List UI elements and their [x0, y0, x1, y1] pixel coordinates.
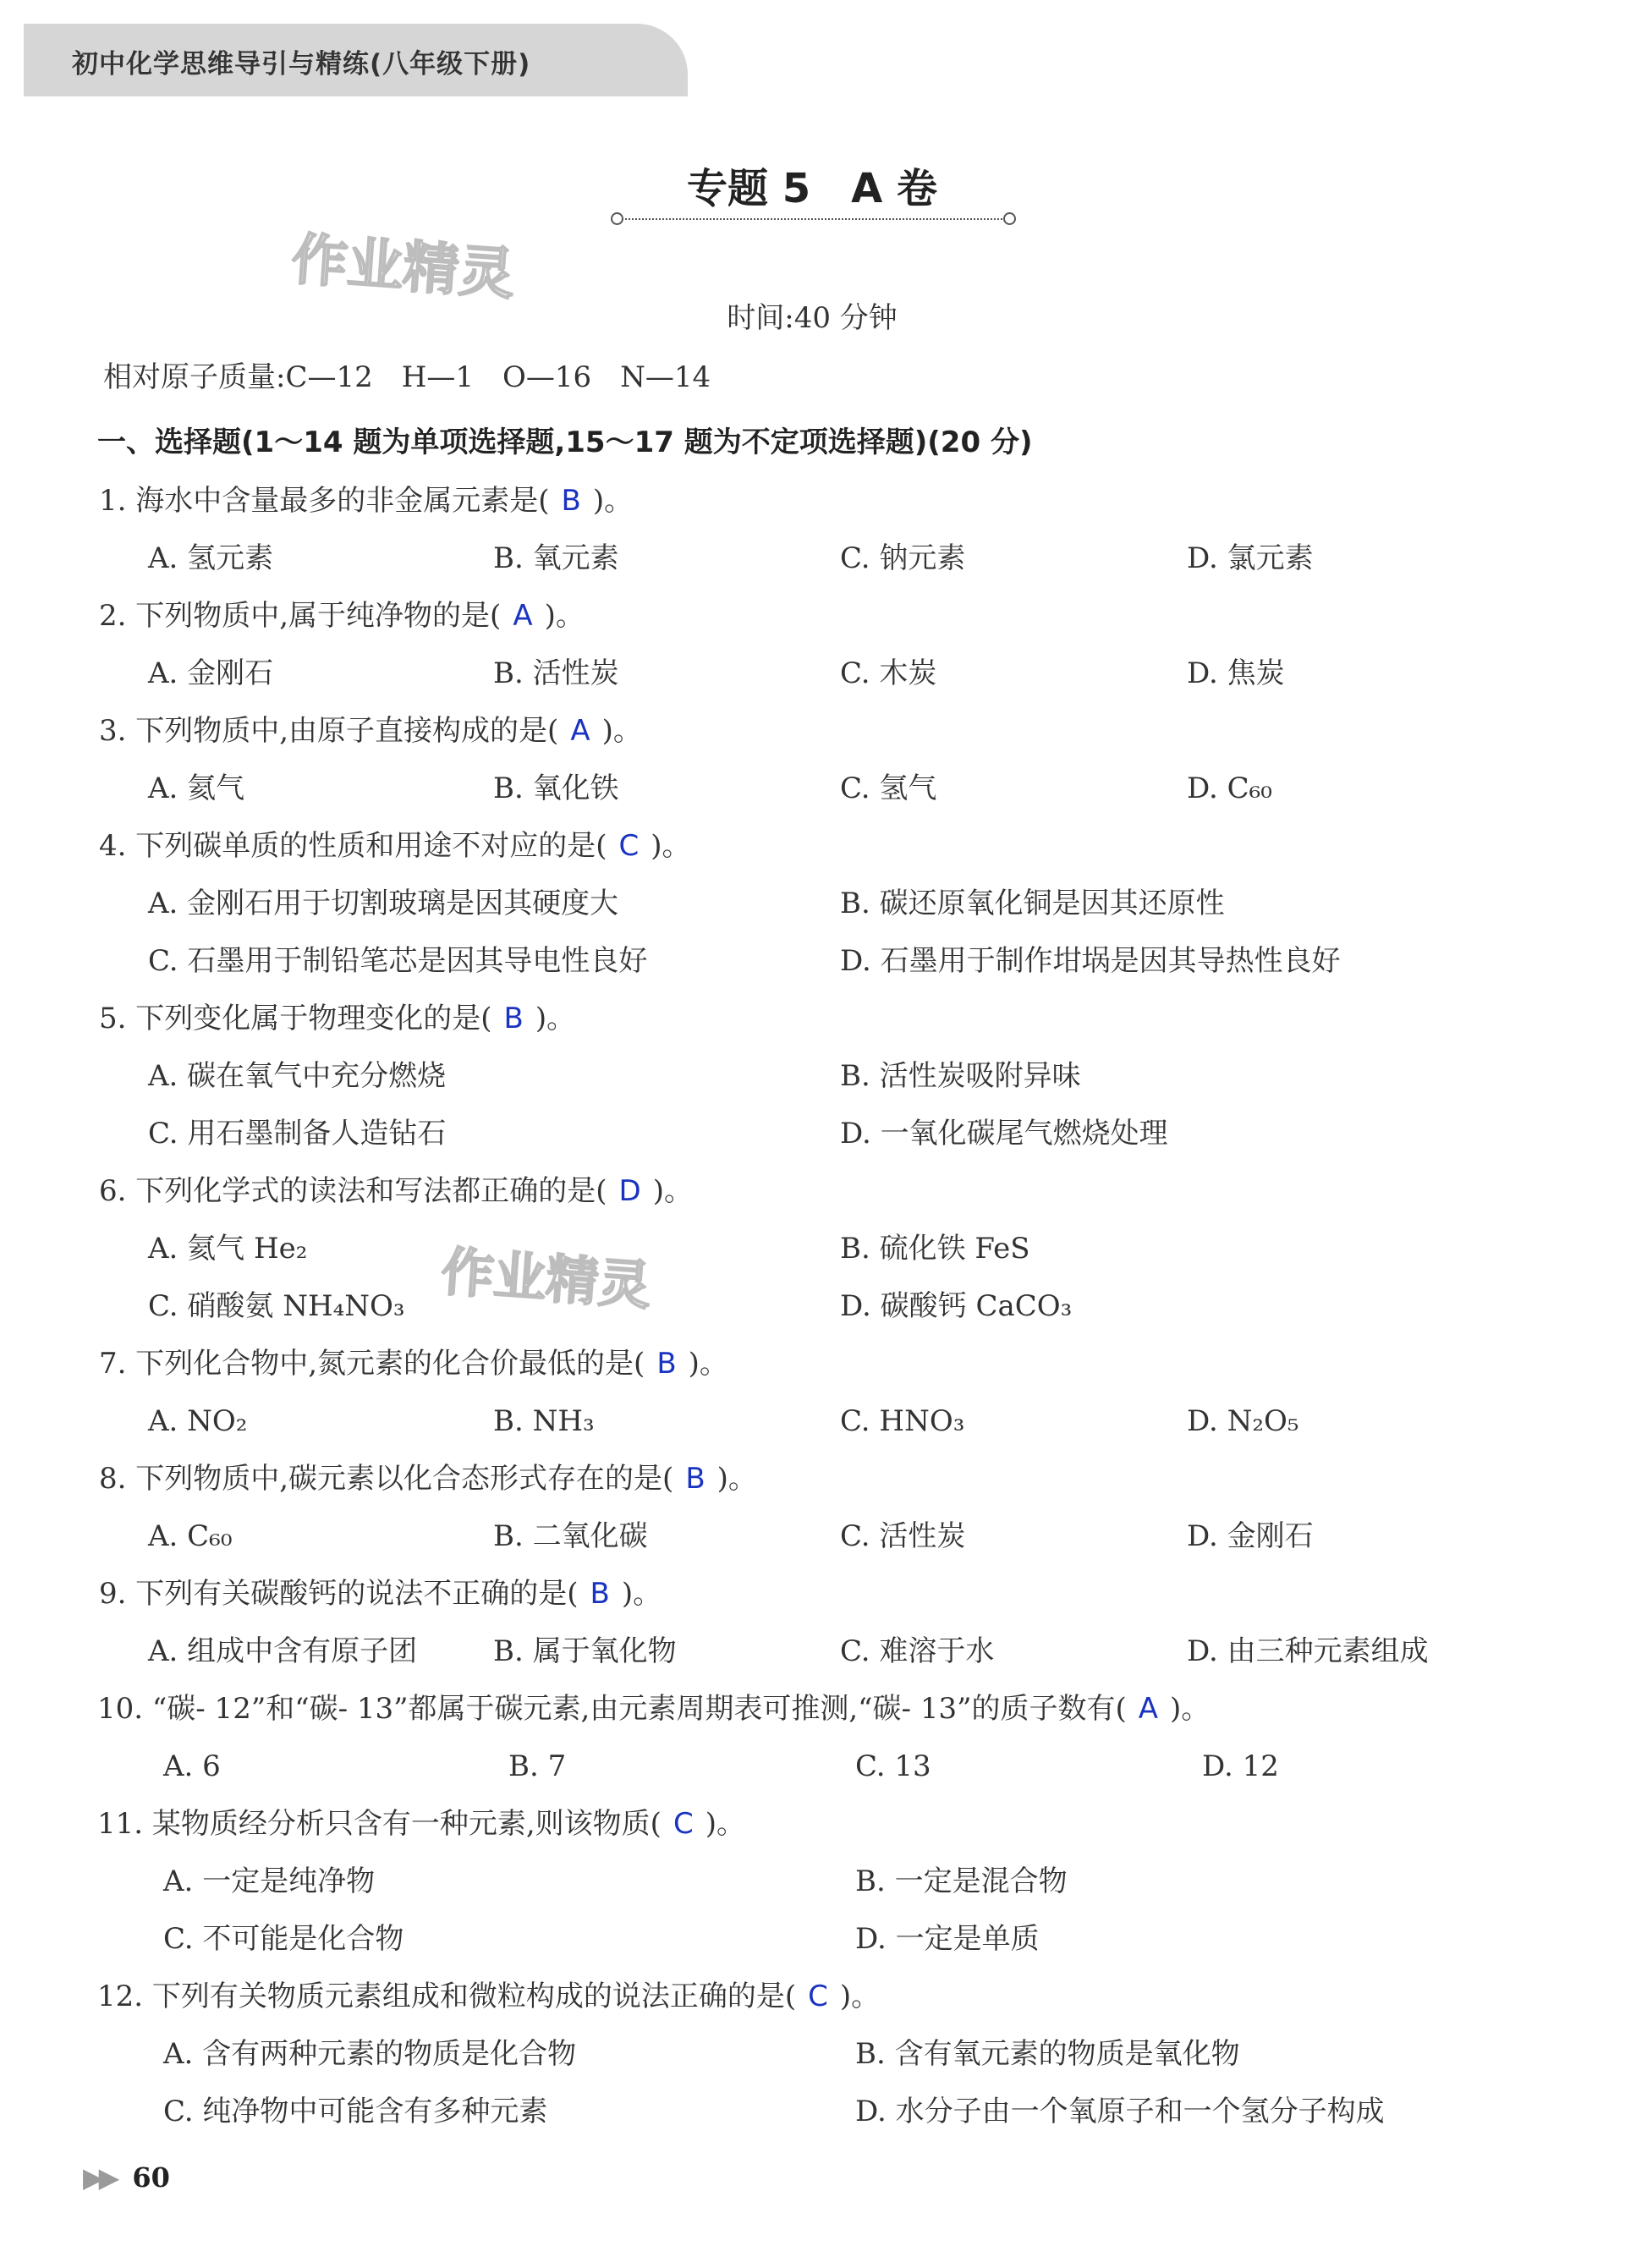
option-item: B. 氧化铁: [493, 772, 619, 805]
answer-mark: C: [618, 829, 640, 863]
watermark: 作业精灵: [289, 226, 517, 308]
question-text-end: )。: [544, 599, 585, 633]
option-item: D. N₂O₅: [1187, 1404, 1299, 1438]
question-text: 3. 下列物质中,由原子直接构成的是(: [99, 714, 559, 748]
question-text-end: )。: [839, 1980, 881, 2013]
option-item: B. 活性炭: [493, 656, 619, 690]
question-stem: [99, 827, 691, 865]
atomic-masses: 相对原子质量:C—12 H—1 O—16 N—14: [103, 360, 711, 394]
option-item: B. 属于氧化物: [493, 1634, 677, 1668]
question-text-end: )。: [705, 1807, 745, 1841]
question-text: 2. 下列物质中,属于纯净物的是(: [99, 599, 502, 633]
answer-mark: A: [570, 714, 590, 748]
option-item: D. 氯元素: [1187, 541, 1314, 575]
option-item: D. 水分子由一个氧原子和一个氢分子构成: [855, 2095, 1385, 2128]
question-stem: [99, 1575, 662, 1612]
option-item: C. 不可能是化合物: [163, 1922, 404, 1956]
question-text: 8. 下列物质中,碳元素以化合态形式存在的是(: [99, 1462, 674, 1496]
option-item: A. 氢元素: [148, 541, 274, 575]
question-stem: [97, 1978, 880, 2015]
page-number: 60: [132, 2161, 170, 2194]
option-item: A. 金刚石用于切割玻璃是因其硬度大: [148, 887, 619, 920]
option-item: D. 一定是单质: [855, 1922, 1040, 1956]
option-item: C. 纯净物中可能含有多种元素: [163, 2095, 548, 2128]
option-item: A. 氦气: [148, 772, 245, 805]
option-item: B. 碳还原氧化铜是因其还原性: [840, 887, 1225, 920]
answer-mark: A: [1138, 1692, 1158, 1726]
underline-left-dot: [611, 212, 623, 225]
question-text: 1. 海水中含量最多的非金属元素是(: [99, 484, 550, 518]
question-text-end: )。: [716, 1462, 757, 1496]
answer-mark: A: [513, 599, 533, 633]
option-item: D. 焦炭: [1187, 656, 1285, 690]
option-item: A. C₆₀: [148, 1519, 233, 1553]
question-stem: [99, 1000, 575, 1037]
question-stem: [99, 712, 642, 750]
question-stem: [97, 1690, 1210, 1727]
answer-mark: B: [685, 1462, 705, 1496]
option-item: A. 含有两种元素的物质是化合物: [163, 2037, 577, 2071]
option-item: B. NH₃: [493, 1404, 595, 1438]
option-item: C. 钠元素: [840, 541, 966, 575]
option-item: A. 组成中含有原子团: [148, 1634, 418, 1668]
option-item: C. 难溶于水: [840, 1634, 995, 1668]
option-item: A. 一定是纯净物: [163, 1864, 376, 1898]
question-text-end: )。: [1170, 1692, 1211, 1726]
option-item: A. 碳在氧气中充分燃烧: [148, 1059, 447, 1093]
time-limit: 时间:40 分钟: [727, 301, 898, 335]
question-stem: [99, 1345, 728, 1382]
option-item: D. 由三种元素组成: [1187, 1634, 1429, 1668]
question-text: 11. 某物质经分析只含有一种元素,则该物质(: [97, 1807, 662, 1841]
option-item: A. 金刚石: [148, 656, 274, 690]
option-item: C. 硝酸氨 NH₄NO₃: [148, 1289, 405, 1323]
option-item: A. NO₂: [148, 1404, 248, 1438]
question-text: 10. “碳- 12”和“碳- 13”都属于碳元素,由元素周期表可推测,“碳- 13”的质子数有(: [97, 1692, 1127, 1726]
watermark: 作业精灵: [439, 1240, 653, 1317]
option-item: C. 用石墨制备人造钻石: [148, 1117, 447, 1150]
question-text-end: )。: [651, 829, 691, 863]
option-item: C. 木炭: [840, 656, 937, 690]
page-title: 专题 5 A 卷: [687, 165, 937, 212]
answer-mark: B: [561, 484, 581, 518]
option-item: A. 6: [163, 1749, 221, 1783]
option-item: B. 氧元素: [493, 541, 619, 575]
option-item: C. 氢气: [840, 772, 937, 805]
option-item: C. 活性炭: [840, 1519, 966, 1553]
option-item: C. HNO₃: [840, 1404, 965, 1438]
question-text: 6. 下列化学式的读法和写法都正确的是(: [99, 1174, 607, 1208]
answer-mark: C: [673, 1807, 694, 1841]
option-item: D. 石墨用于制作坩埚是因其导热性良好: [840, 944, 1341, 978]
book-title: 初中化学思维导引与精练(八年级下册): [72, 49, 531, 80]
question-text-end: )。: [621, 1577, 662, 1611]
answer-mark: D: [618, 1174, 641, 1208]
question-text: 9. 下列有关碳酸钙的说法不正确的是(: [99, 1577, 579, 1611]
answer-mark: C: [808, 1980, 828, 2013]
option-item: C. 石墨用于制铅笔芯是因其导电性良好: [148, 944, 648, 978]
question-stem: [97, 1805, 745, 1842]
answer-mark: B: [503, 1002, 524, 1035]
option-item: B. 硫化铁 FeS: [840, 1232, 1030, 1266]
option-item: D. 碳酸钙 CaCO₃: [840, 1289, 1073, 1323]
question-stem: [99, 1172, 693, 1210]
question-stem: [99, 1460, 757, 1497]
question-text-end: )。: [592, 484, 634, 518]
question-text: 7. 下列化合物中,氮元素的化合价最低的是(: [99, 1347, 645, 1381]
option-item: B. 活性炭吸附异味: [840, 1059, 1081, 1093]
question-text-end: )。: [601, 714, 642, 748]
question-text-end: )。: [652, 1174, 693, 1208]
question-stem: [99, 597, 585, 634]
title-underline: [619, 218, 1008, 220]
option-item: A. 氦气 He₂: [148, 1232, 308, 1266]
section-title: 一、选择题(1～14 题为单项选择题,15～17 题为不定项选择题)(20 分): [97, 426, 1033, 459]
option-item: B. 二氧化碳: [493, 1519, 648, 1553]
question-text-end: )。: [688, 1347, 728, 1381]
question-text: 4. 下列碳单质的性质和用途不对应的是(: [99, 829, 607, 863]
option-item: D. 12: [1202, 1749, 1279, 1783]
option-item: B. 一定是混合物: [855, 1864, 1068, 1898]
double-arrow-icon: ▶▶: [83, 2161, 115, 2194]
question-text: 5. 下列变化属于物理变化的是(: [99, 1002, 492, 1035]
option-item: B. 含有氧元素的物质是氧化物: [855, 2037, 1240, 2071]
option-item: D. 金刚石: [1187, 1519, 1314, 1553]
option-item: D. 一氧化碳尾气燃烧处理: [840, 1117, 1168, 1150]
answer-mark: B: [590, 1577, 610, 1611]
option-item: D. C₆₀: [1187, 772, 1272, 805]
option-item: C. 13: [855, 1749, 931, 1783]
underline-right-dot: [1003, 212, 1016, 225]
question-text-end: )。: [535, 1002, 576, 1035]
option-item: B. 7: [508, 1749, 567, 1783]
question-stem: [99, 482, 633, 519]
question-text: 12. 下列有关物质元素组成和微粒构成的说法正确的是(: [97, 1980, 797, 2013]
page-footer: [83, 2161, 170, 2194]
answer-mark: B: [656, 1347, 677, 1381]
